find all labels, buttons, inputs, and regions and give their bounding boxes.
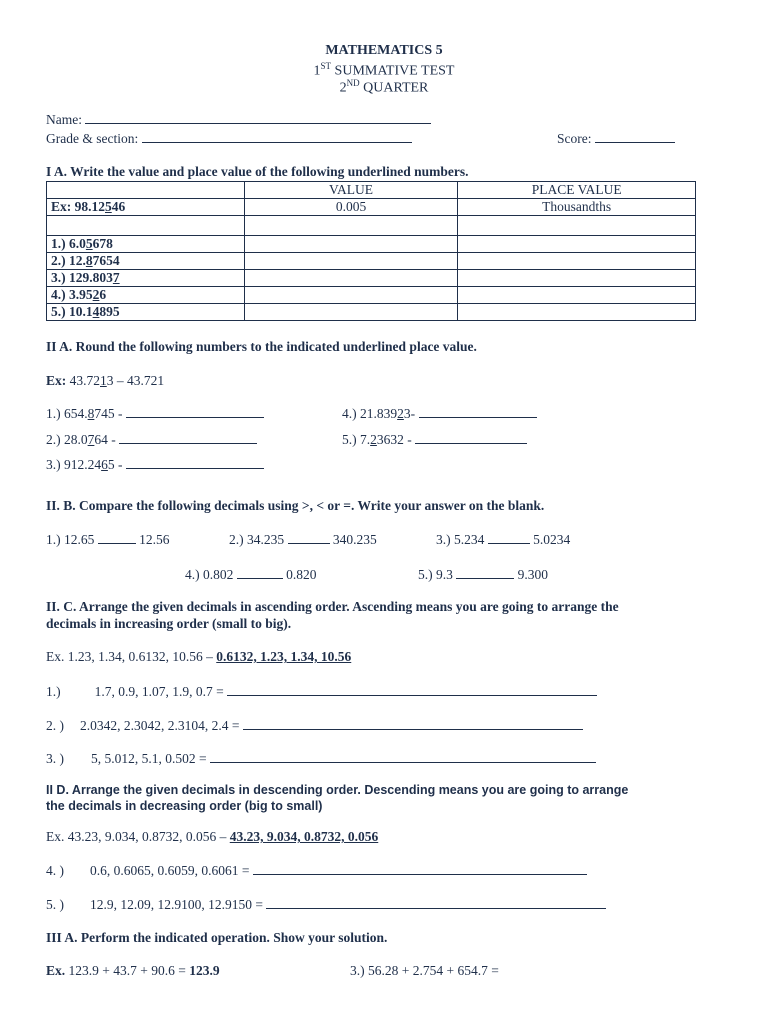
place-value-cell[interactable] xyxy=(458,304,696,321)
example-number: Ex: 98.12546 xyxy=(47,199,245,216)
compare-item-3: 3.) 5.234 5.0234 xyxy=(436,532,571,547)
column-header-place-value: PLACE VALUE xyxy=(458,182,696,199)
grade-label: Grade & section: xyxy=(46,131,139,146)
name-blank[interactable] xyxy=(85,111,431,124)
ascending-item-2: 2. ) 2.0342, 2.3042, 2.3104, 2.4 = xyxy=(46,717,583,734)
test-type: SUMMATIVE TEST xyxy=(331,63,455,79)
compare-blank[interactable] xyxy=(488,531,530,544)
quarter-suffix: ND xyxy=(346,78,360,88)
section-3a-example: Ex. 123.9 + 43.7 + 90.6 = 123.9 xyxy=(46,963,220,978)
quarter-number: 2 xyxy=(339,80,347,96)
compare-blank[interactable] xyxy=(288,531,330,544)
section-2d-instruction-line1: II D. Arrange the given decimals in descending order. Descending means you are going to arrange xyxy=(46,783,629,797)
test-title: MATHEMATICS 5 xyxy=(325,43,443,58)
section-2b-instruction: II. B. Compare the following decimals using >, < or =. Write your answer on the blank. xyxy=(46,498,545,513)
column-header-value: VALUE xyxy=(244,182,458,199)
section-3a-instruction: III A. Perform the indicated operation. Show your solution. xyxy=(46,930,388,945)
answer-blank[interactable] xyxy=(419,405,537,418)
example-place-value: Thousandths xyxy=(458,199,696,216)
answer-blank[interactable] xyxy=(415,431,527,444)
ascending-item-3: 3. ) 5, 5.012, 5.1, 0.502 = xyxy=(46,750,596,767)
section-2c-example: Ex. 1.23, 1.34, 0.6132, 10.56 – 0.6132, 1.23, 1.34, 10.56 xyxy=(46,649,352,664)
section-2a-instruction: II A. Round the following numbers to the indicated underlined place value. xyxy=(46,339,477,354)
quarter-label xyxy=(0,78,768,97)
value-cell[interactable] xyxy=(244,270,458,287)
answer-blank[interactable] xyxy=(227,683,597,696)
section-2c-instruction-line2: decimals in increasing order (small to big). xyxy=(46,616,292,631)
answer-blank[interactable] xyxy=(119,431,257,444)
compare-blank[interactable] xyxy=(456,566,514,579)
score-label: Score: xyxy=(557,131,592,146)
table-row xyxy=(47,270,696,287)
table-row xyxy=(47,253,696,270)
operation-item-3: 3.) 56.28 + 2.754 + 654.7 = xyxy=(350,963,499,978)
compare-item-5: 5.) 9.3 9.300 xyxy=(418,567,548,582)
answer-blank[interactable] xyxy=(126,405,264,418)
compare-blank[interactable] xyxy=(98,531,136,544)
grade-field xyxy=(46,130,412,147)
compare-blank[interactable] xyxy=(237,566,283,579)
compare-item-1: 1.) 12.65 12.56 xyxy=(46,532,170,547)
value-cell[interactable] xyxy=(244,253,458,270)
section-2c-instruction-line1: II. C. Arrange the given decimals in ascending order. Ascending means you are going to arrange the xyxy=(46,599,619,614)
test-number: 1 xyxy=(313,63,321,79)
section-2d-example: Ex. 43.23, 9.034, 0.8732, 0.056 – 43.23, 9.034, 0.8732, 0.056 xyxy=(46,829,379,844)
name-label: Name: xyxy=(46,112,82,127)
table-header-row xyxy=(47,182,696,199)
place-value-cell[interactable] xyxy=(458,236,696,253)
item-number: 5.) 10.14895 xyxy=(47,304,245,321)
compare-item-4: 4.) 0.802 0.820 xyxy=(185,567,317,582)
item-number: 4.) 3.9526 xyxy=(47,287,245,304)
descending-item-5: 5. ) 12.9, 12.09, 12.9100, 12.9150 = xyxy=(46,896,606,913)
answer-blank[interactable] xyxy=(266,896,606,909)
grade-blank[interactable] xyxy=(142,130,412,143)
value-cell[interactable] xyxy=(244,236,458,253)
ascending-item-1: 1.) 1.7, 0.9, 1.07, 1.9, 0.7 = xyxy=(46,683,597,700)
round-item-4: 4.) 21.83923- xyxy=(342,405,537,422)
value-cell[interactable] xyxy=(244,287,458,304)
place-value-cell[interactable] xyxy=(458,253,696,270)
round-item-5: 5.) 7.23632 - xyxy=(342,431,527,448)
score-field xyxy=(557,130,675,147)
section-2d-instruction-line2: the decimals in decreasing order (big to small) xyxy=(46,799,323,813)
round-item-1: 1.) 654.8745 - xyxy=(46,405,264,422)
score-blank[interactable] xyxy=(595,130,675,143)
section-1a-instruction: I A. Write the value and place value of the following underlined numbers. xyxy=(46,164,469,179)
table-row xyxy=(47,287,696,304)
test-number-suffix: ST xyxy=(320,61,332,71)
table-row-spacer xyxy=(47,216,696,236)
round-item-2: 2.) 28.0764 - xyxy=(46,431,257,448)
column-header-blank xyxy=(47,182,245,199)
place-value-cell[interactable] xyxy=(458,270,696,287)
place-value-table xyxy=(46,181,696,321)
value-cell[interactable] xyxy=(244,304,458,321)
table-row-example xyxy=(47,199,696,216)
compare-item-2: 2.) 34.235 340.235 xyxy=(229,532,377,547)
round-item-3: 3.) 912.2465 - xyxy=(46,456,264,473)
answer-blank[interactable] xyxy=(243,717,583,730)
example-value: 0.005 xyxy=(244,199,458,216)
test-subtitle xyxy=(0,61,768,80)
item-number: 1.) 6.05678 xyxy=(47,236,245,253)
place-value-cell[interactable] xyxy=(458,287,696,304)
answer-blank[interactable] xyxy=(253,862,587,875)
answer-blank[interactable] xyxy=(126,456,264,469)
answer-blank[interactable] xyxy=(210,750,596,763)
name-field xyxy=(46,111,431,128)
descending-item-4: 4. ) 0.6, 0.6065, 0.6059, 0.6061 = xyxy=(46,862,587,879)
item-number: 2.) 12.87654 xyxy=(47,253,245,270)
section-2a-example: Ex: 43.7213 – 43.721 xyxy=(46,373,165,388)
table-row xyxy=(47,304,696,321)
quarter-text: QUARTER xyxy=(359,80,429,96)
item-number: 3.) 129.8037 xyxy=(47,270,245,287)
table-row xyxy=(47,236,696,253)
